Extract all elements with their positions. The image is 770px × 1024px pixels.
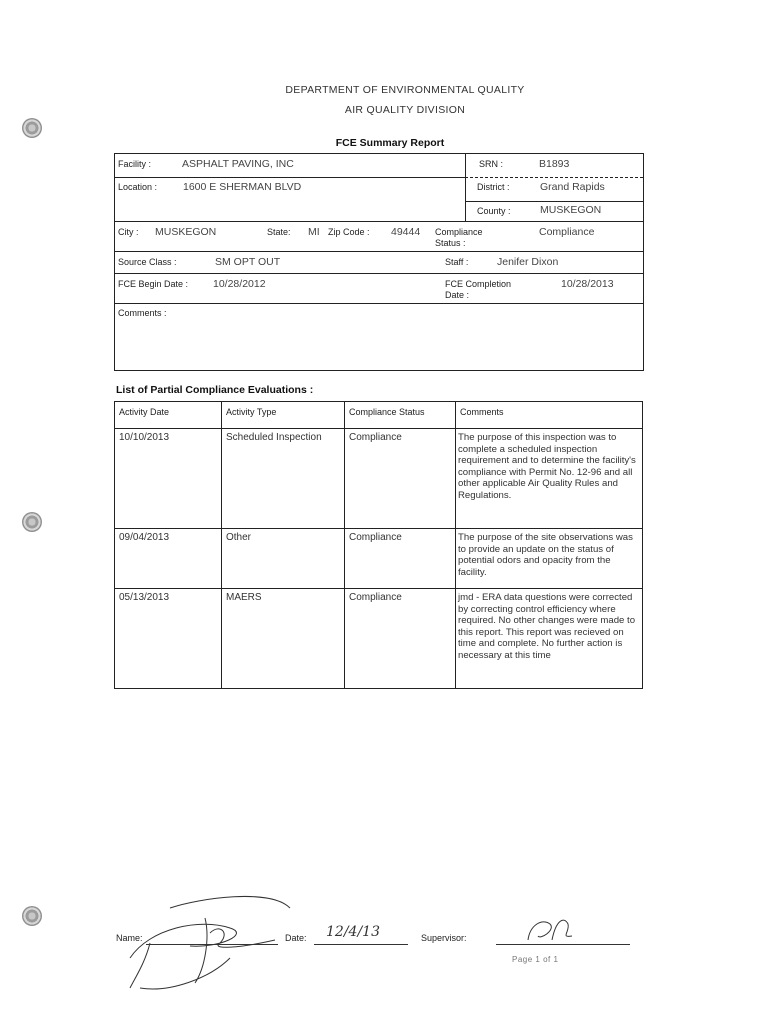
activity-comments: jmd - ERA data questions were corrected by correcting control efficiency where required. No other changes were made to this report. This report was recieved on time and complete. No further action is necessary at this time: [456, 589, 643, 689]
compliance-status-value: Compliance: [539, 226, 595, 238]
date-line: [314, 944, 408, 945]
location-value: 1600 E SHERMAN BLVD: [183, 181, 302, 193]
srn-value: B1893: [539, 158, 570, 170]
column-header-comments: Comments: [456, 402, 643, 429]
staff-label: Staff :: [445, 257, 469, 267]
state-label: State:: [267, 227, 291, 237]
activity-date: 10/10/2013: [115, 429, 222, 529]
district-value: Grand Rapids: [540, 181, 605, 193]
punch-hole-middle: [22, 512, 42, 532]
facility-label: Facility :: [118, 159, 152, 169]
state-value: MI: [308, 226, 320, 238]
zip-code-label: Zip Code :: [328, 227, 370, 237]
pce-section-title: List of Partial Compliance Evaluations :: [116, 384, 314, 396]
supervisor-line: [496, 944, 630, 945]
table-row: [115, 589, 643, 689]
county-label: County :: [477, 206, 511, 216]
report-title: FCE Summary Report: [335, 137, 445, 149]
name-line: [146, 944, 278, 945]
comments-label: Comments :: [118, 308, 167, 318]
pce-table-header-row: [115, 402, 643, 429]
fce-completion-label: FCE Completion Date :: [445, 279, 512, 300]
source-class-value: SM OPT OUT: [215, 256, 281, 268]
activity-comments: The purpose of the site observations was to provide an update on the status of potential odors and opacity from the facility.: [456, 529, 643, 589]
punch-hole-bottom: [22, 906, 42, 926]
department-heading: DEPARTMENT OF ENVIRONMENTAL QUALITY: [285, 84, 525, 96]
source-class-label: Source Class :: [118, 257, 177, 267]
date-label: Date:: [285, 933, 307, 943]
facility-value: ASPHALT PAVING, INC: [182, 158, 294, 170]
pce-table: [114, 401, 643, 689]
zip-code-value: 49444: [391, 226, 421, 238]
column-header-activity-date: Activity Date: [115, 402, 222, 429]
district-label: District :: [477, 182, 510, 192]
column-header-activity-type: Activity Type: [222, 402, 345, 429]
table-row: [115, 429, 643, 529]
activity-type: MAERS: [222, 589, 345, 689]
staff-value: Jenifer Dixon: [497, 256, 559, 268]
compliance-status: Compliance: [345, 589, 456, 689]
name-signature: [110, 888, 310, 998]
activity-comments: The purpose of this inspection was to complete a scheduled inspection requirement and to determine the facility's compliance with Permit No. 12-96 and all other applicable Air Quality Rules and Regulations.: [456, 429, 643, 529]
activity-type: Other: [222, 529, 345, 589]
compliance-status: Compliance: [345, 529, 456, 589]
srn-label: SRN :: [479, 159, 504, 169]
activity-date: 05/13/2013: [115, 589, 222, 689]
division-heading: AIR QUALITY DIVISION: [344, 104, 466, 116]
fce-begin-label: FCE Begin Date :: [118, 279, 189, 289]
facility-info-box: [114, 153, 644, 371]
activity-date: 09/04/2013: [115, 529, 222, 589]
location-label: Location :: [118, 182, 158, 192]
page-number: Page 1 of 1: [512, 955, 559, 964]
supervisor-label: Supervisor:: [421, 933, 467, 943]
table-row: [115, 529, 643, 589]
punch-hole-top: [22, 118, 42, 138]
compliance-status: Compliance: [345, 429, 456, 529]
activity-type: Scheduled Inspection: [222, 429, 345, 529]
fce-completion-value: 10/28/2013: [561, 278, 614, 290]
city-value: MUSKEGON: [155, 226, 217, 238]
county-value: MUSKEGON: [540, 204, 602, 216]
date-value: 12/4/13: [326, 924, 380, 940]
column-header-compliance-status: Compliance Status: [345, 402, 456, 429]
name-label: Name:: [116, 933, 143, 943]
city-label: City :: [118, 227, 139, 237]
compliance-status-label: Compliance Status :: [435, 227, 483, 248]
fce-begin-value: 10/28/2012: [213, 278, 266, 290]
